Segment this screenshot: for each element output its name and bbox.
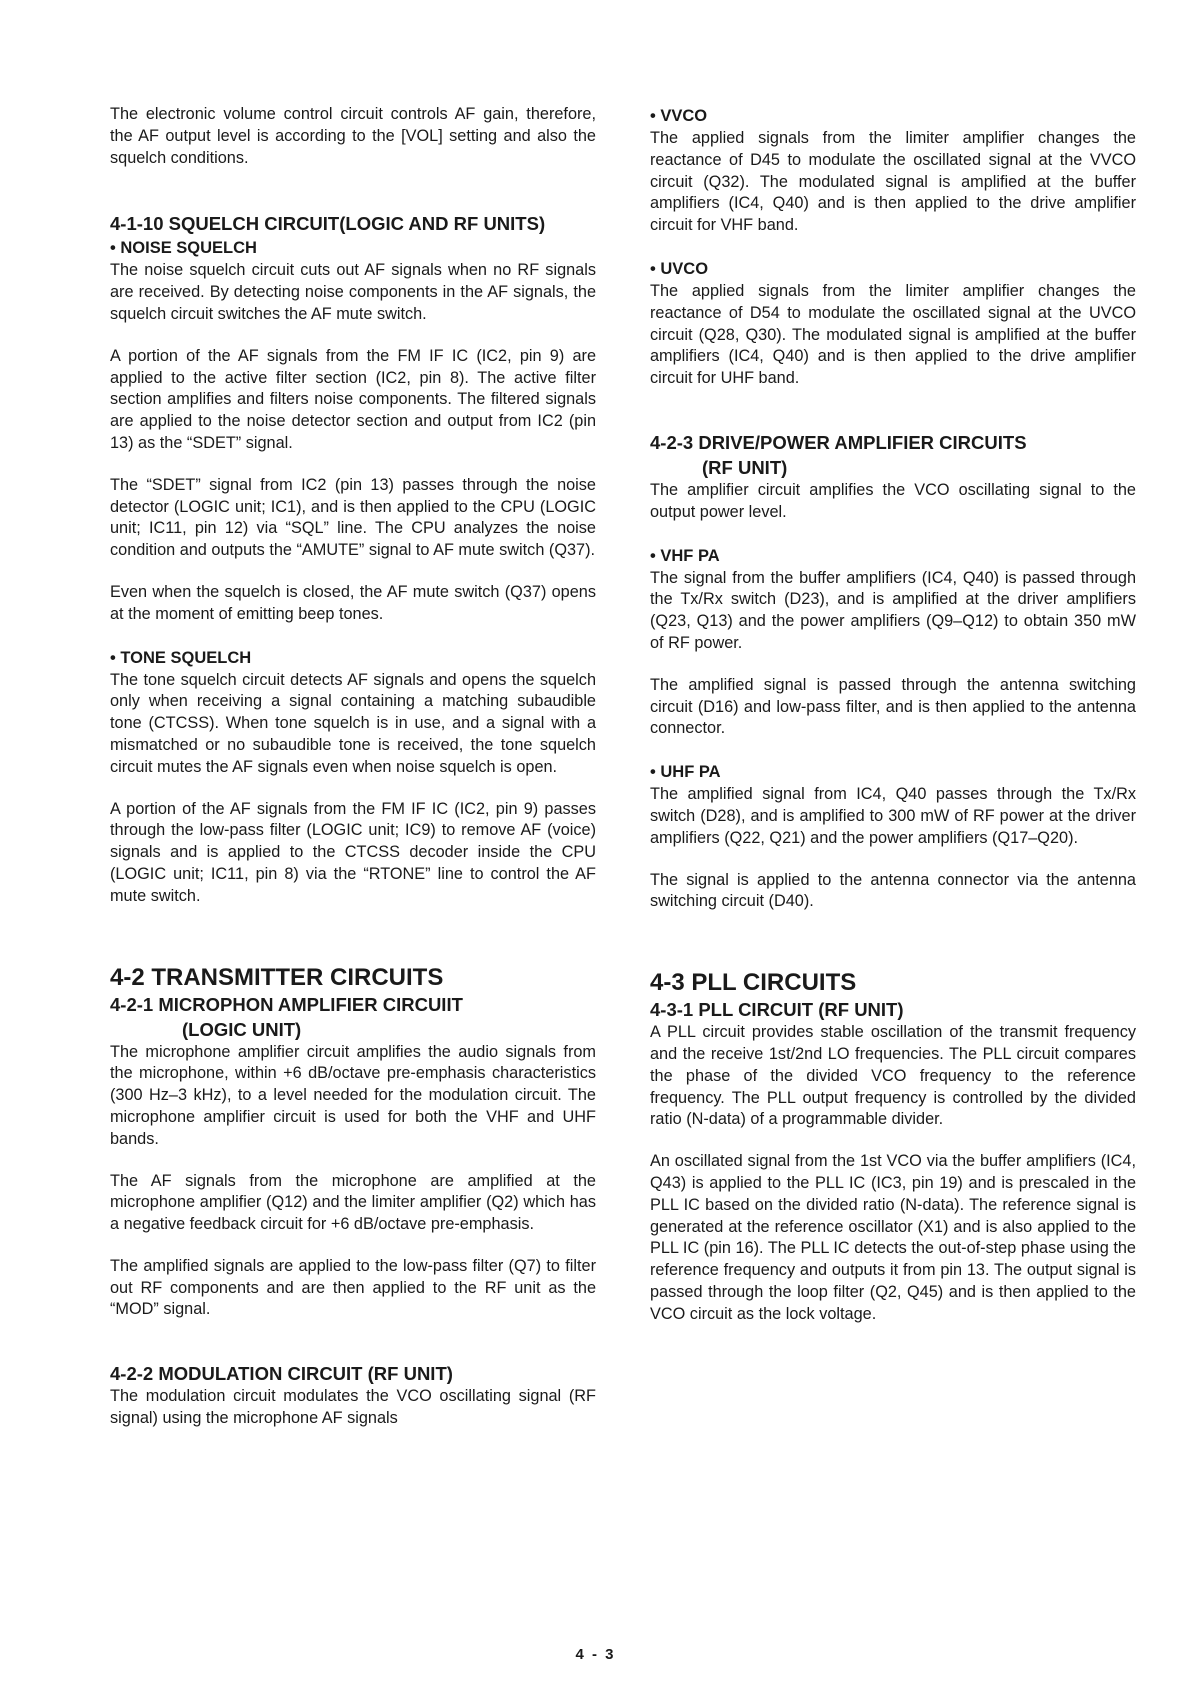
paragraph-vhf-pa-2: The amplified signal is passed through the antenna switching circuit (D16) and low-pass filter, and is then applied to the antenna connector. [650,675,1136,738]
paragraph-noise-squelch-3: The “SDET” signal from IC2 (pin 13) passes through the noise detector (LOGIC unit; IC1), and is then applied to the CPU (LOGIC unit; IC11, pin 12) via “SQL” line. The CPU analyzes the noise condition and outputs the “AMUTE” signal to AF mute switch (Q37). [110,475,596,560]
paragraph-pll-2: An oscillated signal from the 1st VCO via the buffer amplifiers (IC4, Q43) is applied to the PLL IC (IC3, pin 19) and is prescaled in the PLL IC based on the divided ratio (N-data). The reference signal is generated at the reference oscillator (X1) and is also applied to the PLL IC (pin 16). The PLL IC detects the out-of-step phase using the reference frequency and outputs it from pin 13. The output signal is passed through the loop filter (Q2, Q45) and is then applied to the VCO circuit as the lock voltage. [650,1152,1136,1323]
paragraph-tone-squelch-2: A portion of the AF signals from the FM IF IC (IC2, pin 9) passes through the low-pass filter (LOGIC unit; IC9) to remove AF (voice) signals and is applied to the CTCSS decoder inside the CPU (LOGIC unit; IC11, pin 8) via the “RTONE” line to control the AF mute switch. [110,799,596,905]
heading-4-2-3 [650,430,1136,480]
paragraph-mic-amp-1: The microphone amplifier circuit amplifies the audio signals from the microphone, within +6 dB/octave pre-emphasis characteristics (300 Hz–3 kHz), to a level needed for the modulation circuit. The microphone amplifier circuit is used for both the VHF and UHF bands. [110,1042,596,1148]
subheading-noise-squelch: • NOISE SQUELCH [110,239,257,258]
paragraph-pll-1: A PLL circuit provides stable oscillation of the transmit frequency and the receive 1st/2nd LO frequencies. The PLL circuit compares the phase of the divided VCO frequency to the reference frequency. The PLL output frequency is controlled by the divided ratio (N-data) of a programmable divider. [650,1023,1136,1129]
right-column [650,104,1136,1325]
page-number: 4 - 3 [575,1646,616,1663]
paragraph-drive-power-amp: The amplifier circuit amplifies the VCO oscillating signal to the output power level. [650,480,1136,521]
subheading-tone-squelch: • TONE SQUELCH [110,648,252,667]
heading-4-2-1 [110,992,596,1042]
subheading-vhf-pa: • VHF PA [650,546,720,565]
heading-4-2-1-line2: (LOGIC UNIT) [182,1018,302,1040]
paragraph-noise-squelch-2: A portion of the AF signals from the FM IF IC (IC2, pin 9) are applied to the active filter section (IC2, pin 8). The active filter section amplifies and filters noise components. The filtered signals are applied to the noise detector section and output from IC2 (pin 13) as the “SDET” signal. [110,346,596,452]
paragraph-uhf-pa-2: The signal is applied to the antenna connector via the antenna switching circuit (D40). [650,870,1136,911]
paragraph-uvco: The applied signals from the limiter amplifier changes the reactance of D54 to modulate the oscillated signal at the UVCO circuit (Q28, Q30). The modulated signal is amplified at the buffer amplifiers (IC4, Q40) and is then applied to the drive amplifier circuit for UHF band. [650,281,1136,388]
paragraph-volume-control: The electronic volume control circuit controls AF gain, therefore, the AF output level is according to the [VOL] setting and also the squelch conditions. [110,105,596,167]
heading-4-1-10: 4-1-10 SQUELCH CIRCUIT(LOGIC AND RF UNITS) [110,213,546,235]
subheading-uvco: • UVCO [650,259,709,278]
left-column [110,104,596,1430]
paragraph-uhf-pa-1: The amplified signal from IC4, Q40 passes through the Tx/Rx switch (D28), and is amplified to 300 mW of RF power at the driver amplifiers (Q22, Q21) and the power amplifiers (Q17–Q20). [650,785,1136,847]
paragraph-noise-squelch-4: Even when the squelch is closed, the AF mute switch (Q37) opens at the moment of emitting beep tones. [110,582,596,623]
paragraph-tone-squelch-1: The tone squelch circuit detects AF signals and opens the squelch only when receiving a signal containing a matching subaudible tone (CTCSS). When tone squelch is in use, and a signal with a mismatched or no subaudible tone is received, the tone squelch circuit mutes the AF signals even when noise squelch is open. [110,670,596,776]
heading-4-2: 4-2 TRANSMITTER CIRCUITS [110,963,444,991]
heading-4-3-1: 4-3-1 PLL CIRCUIT (RF UNIT) [650,999,904,1021]
heading-4-3: 4-3 PLL CIRCUITS [650,969,857,997]
paragraph-modulation: The modulation circuit modulates the VCO oscillating signal (RF signal) using the microphone AF signals [110,1387,596,1428]
subheading-uhf-pa: • UHF PA [650,763,721,782]
paragraph-mic-amp-2: The AF signals from the microphone are amplified at the microphone amplifier (Q12) and the limiter amplifier (Q2) which has a negative feedback circuit for +6 dB/octave pre-emphasis. [110,1171,596,1234]
heading-4-2-1-line1: 4-2-1 MICROPHON AMPLIFIER CIRCUIIT [110,993,463,1015]
heading-4-2-3-line2: (RF UNIT) [702,456,788,478]
heading-4-2-2: 4-2-2 MODULATION CIRCUIT (RF UNIT) [110,1363,453,1385]
paragraph-noise-squelch-1: The noise squelch circuit cuts out AF signals when no RF signals are received. By detecting noise components in the AF signals, the squelch circuit switches the AF mute switch. [110,261,596,323]
paragraph-vhf-pa-1: The signal from the buffer amplifiers (IC4, Q40) is passed through the Tx/Rx switch (D23), and is amplified at the driver amplifiers (Q23, Q13) and the power amplifiers (Q9–Q12) to obtain 350 mW of RF power. [650,568,1136,652]
paragraph-vvco: The applied signals from the limiter amplifier changes the reactance of D45 to modulate the oscillated signal at the VVCO circuit (Q32). The modulated signal is amplified at the buffer amplifiers (IC4, Q40) and is then applied to the drive amplifier circuit for VHF band. [650,129,1136,235]
heading-4-2-3-line1: 4-2-3 DRIVE/POWER AMPLIFIER CIRCUITS [650,431,1027,453]
subheading-vvco: • VVCO [650,107,708,125]
paragraph-mic-amp-3: The amplified signals are applied to the low-pass filter (Q7) to filter out RF components and are then applied to the RF unit as the “MOD” signal. [110,1256,596,1319]
